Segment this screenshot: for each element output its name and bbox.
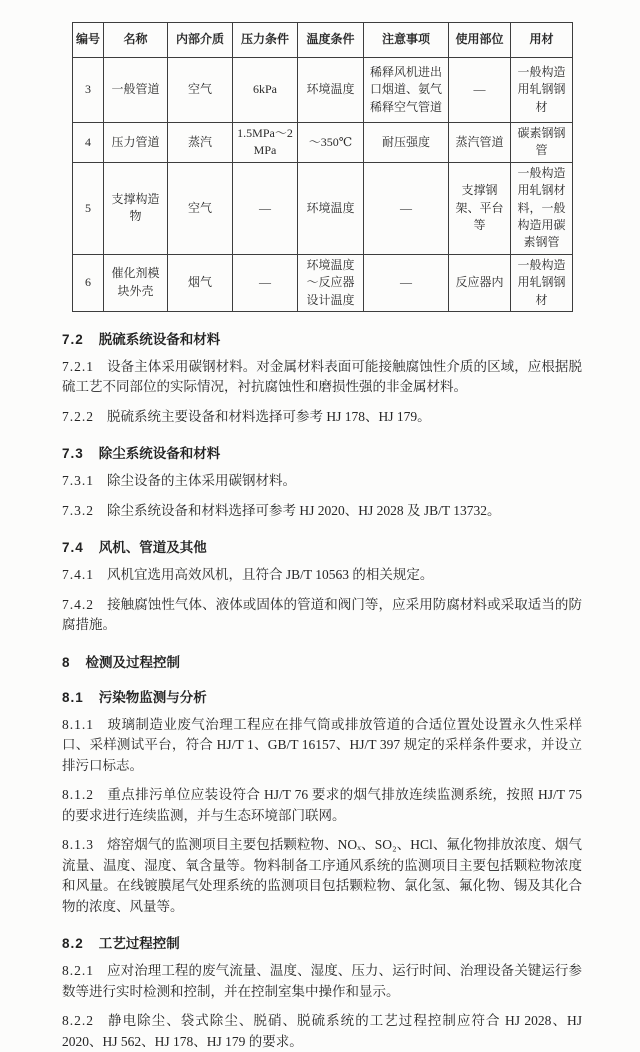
clause-number: 8.1.1 xyxy=(62,716,94,732)
table-cell: 1.5MPa～2MPa xyxy=(233,123,298,163)
clause-number: 8 xyxy=(62,654,71,670)
table-cell: 环境温度 xyxy=(298,58,364,123)
column-header: 用材 xyxy=(511,23,573,58)
clause-text: 风机宜选用高效风机，且符合 JB/T 10563 的相关规定。 xyxy=(107,567,434,583)
clause-text: 重点排污单位应装设符合 HJ/T 76 要求的烟气排放连续监测系统，按照 HJ/T 75 的要求进行连续监测，并与生态环境部门联网。 xyxy=(62,787,582,823)
table-cell: 4 xyxy=(73,123,104,163)
clause-number: 7.4.2 xyxy=(62,596,94,612)
clause-number: 7.4.1 xyxy=(62,567,94,583)
table-cell: 耐压强度 xyxy=(364,123,449,163)
table-cell: 支撑钢架、平台等 xyxy=(449,162,511,254)
clause-number: 7.3.1 xyxy=(62,473,94,489)
clause-number: 8.2.1 xyxy=(62,963,94,979)
clause-number: 8.2 xyxy=(62,936,84,952)
table-cell: 3 xyxy=(73,58,104,123)
section-heading-8-2 xyxy=(62,932,582,952)
section-heading-8-1 xyxy=(62,686,582,706)
clause-number: 8.2.2 xyxy=(62,1013,94,1029)
clause-number: 8.1 xyxy=(62,689,84,705)
clause-number: 8.1.2 xyxy=(62,787,94,803)
table-cell: 一般构造用轧钢钢材 xyxy=(511,58,573,123)
table-cell: 支撑构造物 xyxy=(104,162,168,254)
clause-7-2-2 xyxy=(62,407,582,428)
clause-text: 脱硫系统主要设备和材料选择可参考 HJ 178、HJ 179。 xyxy=(107,408,431,424)
clause-text: 玻璃制造业废气治理工程应在排气筒或排放管道的合适位置处设置永久性采样口、采样测试平台，符合 HJ/T 1、GB/T 16157、HJ/T 397 规定的采样条件要求，并设立排污口标志。 xyxy=(62,716,582,773)
clause-title: 风机、管道及其他 xyxy=(98,540,207,556)
column-header: 使用部位 xyxy=(449,23,511,58)
clause-text: 除尘设备的主体采用碳钢材料。 xyxy=(107,473,296,489)
clause-text: 熔窑烟气的监测项目主要包括颗粒物、NOₓ、SO₂、HCl、氟化物排放浓度、烟气流量、温度、湿度、氧含量等。物料制备工序通风系统的监测项目主要包括颗粒物浓度和风量。在线镀膜尾气处理系统的监测项目包括颗粒物、氯化氢、氟化物、锡及其化合物的浓度、风量等。 xyxy=(62,837,582,914)
table-cell: 一般构造用轧钢材料，一般构造用碳素钢管 xyxy=(511,162,573,254)
clause-8-2-2 xyxy=(62,1011,582,1052)
table-row xyxy=(73,254,573,311)
section-heading-7-2 xyxy=(62,328,582,348)
materials-table xyxy=(72,22,573,312)
table-cell: 环境温度～反应器设计温度 xyxy=(298,254,364,311)
table-cell: 空气 xyxy=(168,58,233,123)
clause-text: 接触腐蚀性气体、液体或固体的管道和阀门等，应采用防腐材料或采取适当的防腐措施。 xyxy=(62,596,582,633)
column-header: 编号 xyxy=(73,23,104,58)
table-row xyxy=(73,123,573,163)
table-cell: — xyxy=(364,162,449,254)
clause-number: 7.2 xyxy=(62,331,84,347)
clause-text: 应对治理工程的废气流量、温度、湿度、压力、运行时间、治理设备关键运行参数等进行实时检测和控制，并在控制室集中操作和显示。 xyxy=(62,963,582,999)
table-cell: 6 xyxy=(73,254,104,311)
table-cell: 蒸汽管道 xyxy=(449,123,511,163)
table-cell: — xyxy=(449,58,511,123)
table-cell: 环境温度 xyxy=(298,162,364,254)
clause-number: 8.1.3 xyxy=(62,837,94,853)
clause-title: 检测及过程控制 xyxy=(85,654,181,670)
clause-8-2-1 xyxy=(62,961,582,1002)
table-cell: 一般管道 xyxy=(104,58,168,123)
table-cell: 5 xyxy=(73,162,104,254)
table-cell: ～350℃ xyxy=(298,123,364,163)
clause-text: 除尘系统设备和材料选择可参考 HJ 2020、HJ 2028 及 JB/T 13732。 xyxy=(107,502,501,518)
clause-7-3-1 xyxy=(62,471,582,492)
section-heading-7-4 xyxy=(62,536,582,556)
clause-7-2-1 xyxy=(62,357,582,398)
column-header: 内部介质 xyxy=(168,23,233,58)
table-cell: — xyxy=(364,254,449,311)
table-header-row xyxy=(73,23,573,58)
table-cell: 烟气 xyxy=(168,254,233,311)
column-header: 压力条件 xyxy=(233,23,298,58)
clause-title: 污染物监测与分析 xyxy=(98,689,207,705)
section-heading-7-3 xyxy=(62,442,582,462)
column-header: 注意事项 xyxy=(364,23,449,58)
clause-8-1-1 xyxy=(62,715,582,777)
clause-7-4-2 xyxy=(62,595,582,636)
clause-text: 静电除尘、袋式除尘、脱硝、脱硫系统的工艺过程控制应符合 HJ 2028、HJ 2020、HJ 562、HJ 178、HJ 179 的要求。 xyxy=(62,1013,582,1049)
table-cell: 一般构造用轧钢钢材 xyxy=(511,254,573,311)
clause-7-4-1 xyxy=(62,565,582,586)
clause-8-1-3 xyxy=(62,835,582,917)
table-cell: 反应器内 xyxy=(449,254,511,311)
table-cell: 催化剂模块外壳 xyxy=(104,254,168,311)
table-row xyxy=(73,162,573,254)
clause-number: 7.3 xyxy=(62,446,84,462)
table-cell: — xyxy=(233,254,298,311)
clause-number: 7.2.1 xyxy=(62,358,94,374)
clause-number: 7.3.2 xyxy=(62,502,94,518)
table-cell: 蒸汽 xyxy=(168,123,233,163)
table-cell: — xyxy=(233,162,298,254)
column-header: 温度条件 xyxy=(298,23,364,58)
clause-title: 除尘系统设备和材料 xyxy=(98,446,221,462)
clause-text: 设备主体采用碳钢材料。对金属材料表面可能接触腐蚀性介质的区域，应根据脱硫工艺不同部位的实际情况，衬抗腐蚀性和磨损性强的非金属材料。 xyxy=(62,358,582,395)
clause-title: 工艺过程控制 xyxy=(98,936,180,952)
clause-8-1-2 xyxy=(62,785,582,826)
table-cell: 碳素钢钢管 xyxy=(511,123,573,163)
table-row xyxy=(73,58,573,123)
column-header: 名称 xyxy=(104,23,168,58)
table-cell: 空气 xyxy=(168,162,233,254)
section-heading-8 xyxy=(62,651,582,671)
table-cell: 6kPa xyxy=(233,58,298,123)
clause-number: 7.4 xyxy=(62,540,84,556)
document-body xyxy=(62,328,582,1052)
table-cell: 压力管道 xyxy=(104,123,168,163)
clause-number: 7.2.2 xyxy=(62,408,94,424)
table-cell: 稀释风机进出口烟道、氨气稀释空气管道 xyxy=(364,58,449,123)
clause-7-3-2 xyxy=(62,501,582,522)
clause-title: 脱硫系统设备和材料 xyxy=(98,331,221,347)
